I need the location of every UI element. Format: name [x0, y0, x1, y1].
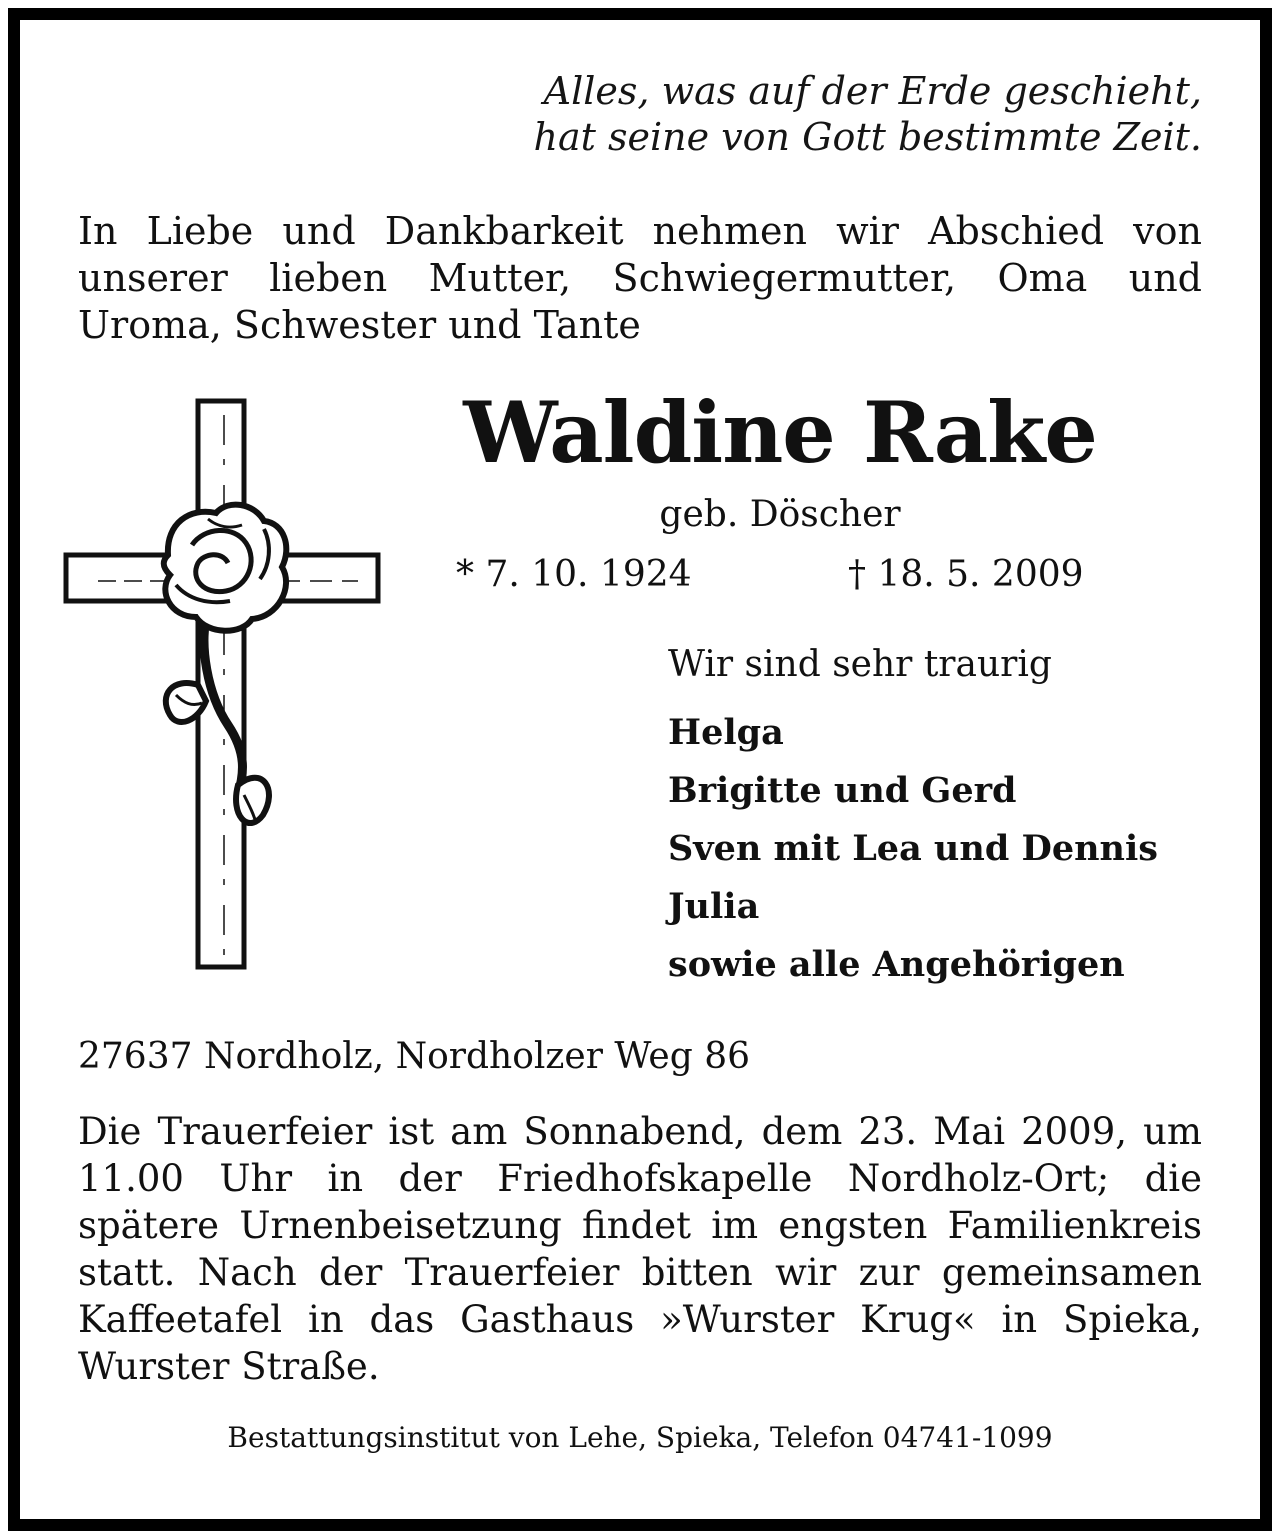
cross-with-rose-icon [58, 395, 388, 975]
mourner-name: Helga [668, 712, 784, 753]
mourner-name: Julia [668, 886, 760, 927]
motto-line-2: hat seine von Gott bestimmte Zeit. [533, 115, 1202, 159]
funeral-home-footer: Bestattungsinstitut von Lehe, Spieka, Telefon 04741-1099 [227, 1421, 1053, 1454]
mourner-name: Sven mit Lea und Dennis [668, 828, 1158, 869]
service-details: Die Trauerfeier ist am Sonnabend, dem 23. Mai 2009, um 11.00 Uhr in der Friedhofskapelle Nordholz-Ort; die spätere Urnenbeisetzung findet im engsten Familienkreis statt. Nach der Trauerfeier bitten wir zur gemeinsamen Kaffeetafel in das Gasthaus »Wurster Krug« in Spieka, Wurster Straße. [78, 1110, 1202, 1388]
mourner-name: Brigitte und Gerd [668, 770, 1017, 811]
motto-verse [534, 68, 1202, 160]
mourners-block [668, 640, 1158, 994]
family-address: 27637 Nordholz, Nordholzer Weg 86 [78, 1036, 751, 1077]
maiden-name: geb. Döscher [659, 494, 901, 535]
mourners-heading: Wir sind sehr traurig [668, 644, 1052, 685]
motto-line-1: Alles, was auf der Erde geschieht, [543, 69, 1202, 113]
mourner-name: sowie alle Angehörigen [668, 944, 1125, 985]
death-date: † 18. 5. 2009 [848, 554, 1084, 595]
intro-text: In Liebe und Dankbarkeit nehmen wir Abschied von unserer lieben Mutter, Schwiegermutter, Oma und Uroma, Schwester und Tante [78, 209, 1202, 347]
deceased-name: Waldine Rake [463, 383, 1097, 482]
birth-date: * 7. 10. 1924 [456, 554, 692, 595]
